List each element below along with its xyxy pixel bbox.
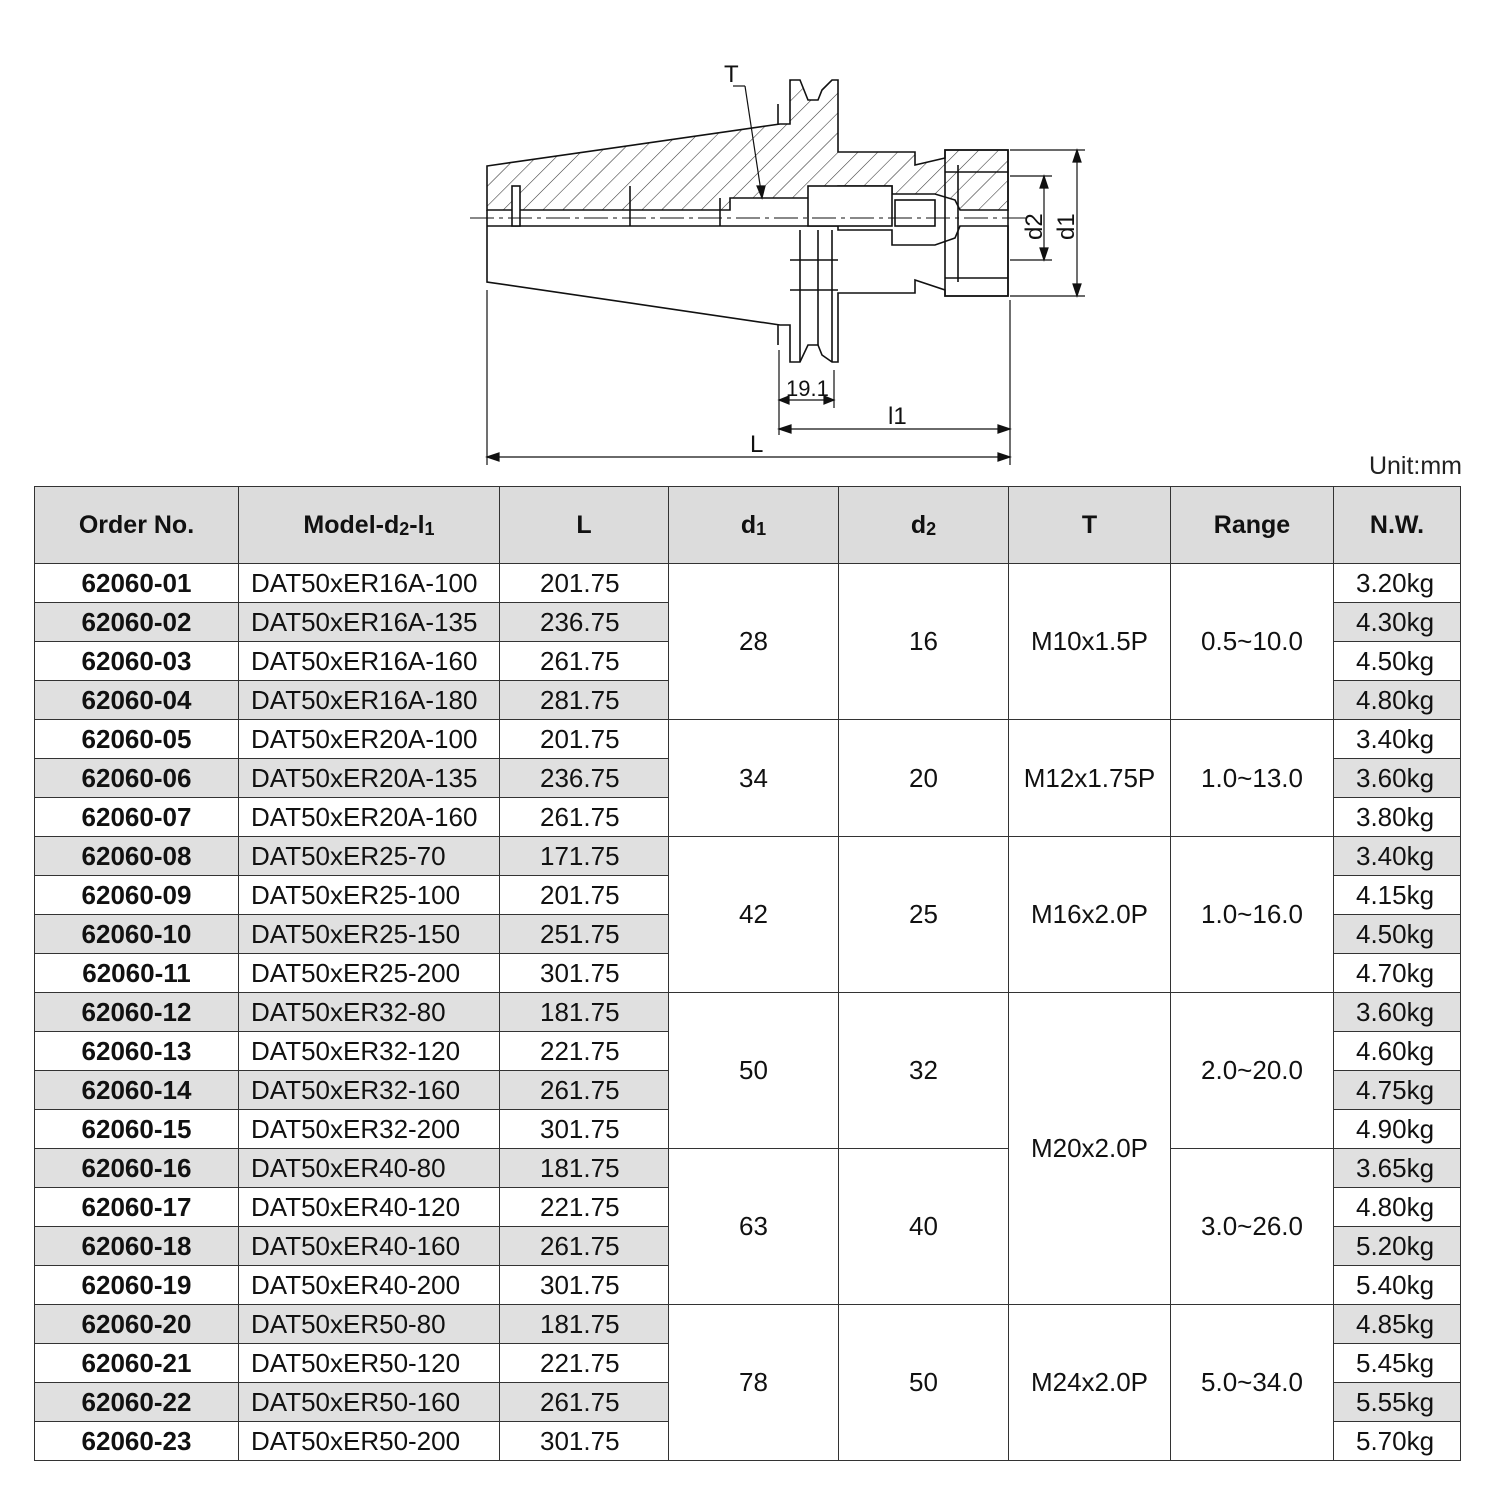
- header-order-no: Order No.: [35, 487, 239, 564]
- d2-value: 32: [839, 993, 1009, 1149]
- length-L: 221.75: [500, 1344, 669, 1383]
- label-19-1: 19.1: [786, 376, 829, 401]
- order-no: 62060-10: [35, 915, 239, 954]
- header-d1: $d_1$: [669, 487, 839, 564]
- net-weight: 3.60kg: [1334, 993, 1461, 1032]
- model: DAT50xER25-200: [239, 954, 500, 993]
- net-weight: 4.75kg: [1334, 1071, 1461, 1110]
- clamping-range: 0.5~10.0: [1171, 564, 1334, 720]
- holder-body: [487, 80, 1008, 362]
- label-d2: d2: [1021, 213, 1048, 240]
- unit-label: Unit:mm: [1368, 452, 1462, 480]
- length-L: 281.75: [500, 681, 669, 720]
- model: DAT50xER20A-135: [239, 759, 500, 798]
- d1-value: 42: [669, 837, 839, 993]
- order-no: 62060-04: [35, 681, 239, 720]
- model: DAT50xER40-200: [239, 1266, 500, 1305]
- net-weight: 3.80kg: [1334, 798, 1461, 837]
- net-weight: 4.80kg: [1334, 681, 1461, 720]
- net-weight: 4.70kg: [1334, 954, 1461, 993]
- label-d1: d1: [1053, 213, 1080, 240]
- model: DAT50xER50-200: [239, 1422, 500, 1461]
- model: DAT50xER50-80: [239, 1305, 500, 1344]
- length-L: 236.75: [500, 759, 669, 798]
- length-L: 261.75: [500, 1227, 669, 1266]
- d1-value: 50: [669, 993, 839, 1149]
- length-L: 221.75: [500, 1032, 669, 1071]
- net-weight: 4.50kg: [1334, 915, 1461, 954]
- header-nw: N.W.: [1334, 487, 1461, 564]
- order-no: 62060-21: [35, 1344, 239, 1383]
- tool-holder-drawing: [0, 0, 1489, 480]
- model: DAT50xER40-120: [239, 1188, 500, 1227]
- net-weight: 3.20kg: [1334, 564, 1461, 603]
- clamping-range: 2.0~20.0: [1171, 993, 1334, 1149]
- order-no: 62060-16: [35, 1149, 239, 1188]
- length-L: 301.75: [500, 954, 669, 993]
- order-no: 62060-19: [35, 1266, 239, 1305]
- model: DAT50xER32-160: [239, 1071, 500, 1110]
- thread-T: M24x2.0P: [1009, 1305, 1171, 1461]
- net-weight: 4.30kg: [1334, 603, 1461, 642]
- table-row: [35, 1149, 1461, 1188]
- model: DAT50xER50-120: [239, 1344, 500, 1383]
- length-L: 201.75: [500, 876, 669, 915]
- order-no: 62060-09: [35, 876, 239, 915]
- thread-T: M16x2.0P: [1009, 837, 1171, 993]
- model: DAT50xER50-160: [239, 1383, 500, 1422]
- thread-T: M10x1.5P: [1009, 564, 1171, 720]
- header-d2: $d_2$: [839, 487, 1009, 564]
- d2-value: 20: [839, 720, 1009, 837]
- d1-value: 78: [669, 1305, 839, 1461]
- net-weight: 5.20kg: [1334, 1227, 1461, 1266]
- order-no: 62060-03: [35, 642, 239, 681]
- net-weight: 4.60kg: [1334, 1032, 1461, 1071]
- length-L: 301.75: [500, 1422, 669, 1461]
- net-weight: 5.70kg: [1334, 1422, 1461, 1461]
- order-no: 62060-11: [35, 954, 239, 993]
- net-weight: 5.40kg: [1334, 1266, 1461, 1305]
- d2-value: 16: [839, 564, 1009, 720]
- order-no: 62060-14: [35, 1071, 239, 1110]
- model: DAT50xER25-70: [239, 837, 500, 876]
- model: DAT50xER20A-100: [239, 720, 500, 759]
- net-weight: 4.90kg: [1334, 1110, 1461, 1149]
- order-no: 62060-01: [35, 564, 239, 603]
- order-no: 62060-23: [35, 1422, 239, 1461]
- length-L: 171.75: [500, 837, 669, 876]
- model: DAT50xER40-160: [239, 1227, 500, 1266]
- order-no: 62060-17: [35, 1188, 239, 1227]
- order-no: 62060-12: [35, 993, 239, 1032]
- length-L: 181.75: [500, 993, 669, 1032]
- d1-value: 63: [669, 1149, 839, 1305]
- clamping-range: 1.0~16.0: [1171, 837, 1334, 993]
- clamping-range: 1.0~13.0: [1171, 720, 1334, 837]
- label-T: T: [724, 61, 739, 88]
- clamping-range: 5.0~34.0: [1171, 1305, 1334, 1461]
- model: DAT50xER16A-100: [239, 564, 500, 603]
- length-L: 261.75: [500, 1383, 669, 1422]
- label-L: L: [750, 431, 764, 458]
- order-no: 62060-15: [35, 1110, 239, 1149]
- length-L: 201.75: [500, 564, 669, 603]
- length-L: 181.75: [500, 1149, 669, 1188]
- spec-table: [34, 486, 1461, 1461]
- thread-T: M20x2.0P: [1009, 993, 1171, 1305]
- header-range: Range: [1171, 487, 1334, 564]
- model: DAT50xER20A-160: [239, 798, 500, 837]
- order-no: 62060-02: [35, 603, 239, 642]
- model: DAT50xER16A-160: [239, 642, 500, 681]
- model: DAT50xER40-80: [239, 1149, 500, 1188]
- net-weight: 3.65kg: [1334, 1149, 1461, 1188]
- net-weight: 4.85kg: [1334, 1305, 1461, 1344]
- d1-value: 34: [669, 720, 839, 837]
- model: DAT50xER25-150: [239, 915, 500, 954]
- net-weight: 3.40kg: [1334, 837, 1461, 876]
- net-weight: 3.40kg: [1334, 720, 1461, 759]
- model: DAT50xER16A-135: [239, 603, 500, 642]
- d2-value: 50: [839, 1305, 1009, 1461]
- clamping-range: 3.0~26.0: [1171, 1149, 1334, 1305]
- length-L: 261.75: [500, 1071, 669, 1110]
- net-weight: 4.50kg: [1334, 642, 1461, 681]
- model: DAT50xER32-200: [239, 1110, 500, 1149]
- length-L: 221.75: [500, 1188, 669, 1227]
- net-weight: 5.55kg: [1334, 1383, 1461, 1422]
- order-no: 62060-08: [35, 837, 239, 876]
- length-L: 261.75: [500, 798, 669, 837]
- order-no: 62060-20: [35, 1305, 239, 1344]
- length-L: 301.75: [500, 1266, 669, 1305]
- order-no: 62060-22: [35, 1383, 239, 1422]
- d2-value: 40: [839, 1149, 1009, 1305]
- order-no: 62060-07: [35, 798, 239, 837]
- model: DAT50xER32-80: [239, 993, 500, 1032]
- length-L: 251.75: [500, 915, 669, 954]
- length-L: 201.75: [500, 720, 669, 759]
- d1-value: 28: [669, 564, 839, 720]
- label-l1: l1: [888, 403, 907, 430]
- length-L: 301.75: [500, 1110, 669, 1149]
- net-weight: 4.15kg: [1334, 876, 1461, 915]
- d2-value: 25: [839, 837, 1009, 993]
- length-L: 181.75: [500, 1305, 669, 1344]
- net-weight: 4.80kg: [1334, 1188, 1461, 1227]
- order-no: 62060-18: [35, 1227, 239, 1266]
- length-L: 261.75: [500, 642, 669, 681]
- model: DAT50xER16A-180: [239, 681, 500, 720]
- net-weight: 5.45kg: [1334, 1344, 1461, 1383]
- header-T: T: [1009, 487, 1171, 564]
- table-row: [35, 720, 1461, 759]
- order-no: 62060-05: [35, 720, 239, 759]
- table-header: [35, 487, 1461, 564]
- length-L: 236.75: [500, 603, 669, 642]
- thread-T: M12x1.75P: [1009, 720, 1171, 837]
- table-row: [35, 993, 1461, 1032]
- table-row: [35, 837, 1461, 876]
- order-no: 62060-13: [35, 1032, 239, 1071]
- table-row: [35, 564, 1461, 603]
- order-no: 62060-06: [35, 759, 239, 798]
- model: DAT50xER32-120: [239, 1032, 500, 1071]
- header-model: Model-$d_2-l_1$: [239, 487, 500, 564]
- net-weight: 3.60kg: [1334, 759, 1461, 798]
- header-L: L: [500, 487, 669, 564]
- model: DAT50xER25-100: [239, 876, 500, 915]
- table-row: [35, 1305, 1461, 1344]
